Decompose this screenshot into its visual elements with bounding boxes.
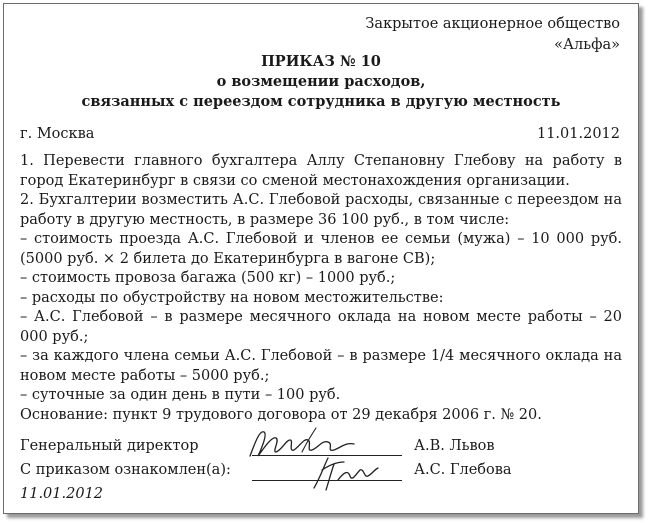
order-subject-line1: о возмещении расходов, xyxy=(216,73,426,90)
order-title xyxy=(4,52,638,112)
employee-signature xyxy=(304,450,384,494)
item-per-diem: – суточные за один день в пути – 100 руб. xyxy=(20,387,341,403)
order-body xyxy=(20,152,622,425)
basis-line: Основание: пункт 9 трудового договора от 29 декабря 2006 г. № 20. xyxy=(20,406,542,423)
item-settlement-expenses: – расходы по обустройству на новом местожительстве: xyxy=(20,289,444,306)
acknowledged-label: С приказом ознакомлен(а): xyxy=(20,462,231,478)
order-number: ПРИКАЗ № 10 xyxy=(261,53,381,70)
paragraph-2: 2. Бухгалтерии возместить А.С. Глебовой расходы, связанные с переездом на работу в другую местность, в размере 36 100 руб., в том числе: xyxy=(20,192,622,228)
director-name: А.В. Львов xyxy=(414,438,495,454)
organization-name: «Альфа» xyxy=(554,37,620,53)
item-baggage-cost: – стоимость провоза багажа (500 кг) – 1000 руб.; xyxy=(20,270,396,286)
director-title: Генеральный директор xyxy=(20,438,199,454)
order-date: 11.01.2012 xyxy=(536,126,620,142)
city: г. Москва xyxy=(20,126,95,142)
employee-name: А.С. Глебова xyxy=(414,462,512,478)
order-subject-line2: связанных с переездом сотрудника в другую местность xyxy=(81,93,561,110)
item-family-allowance: – за каждого члена семьи А.С. Глебовой – в размере 1/4 месячного оклада на новом месте работы – 5000 руб.; xyxy=(20,348,622,384)
item-employee-allowance: – А.С. Глебовой – в размере месячного оклада на новом месте работы – 20 000 руб.; xyxy=(20,309,622,345)
place-date-line xyxy=(20,124,620,144)
organization-header xyxy=(365,14,620,56)
document-page xyxy=(3,3,639,514)
item-travel-cost: – стоимость проезда А.С. Глебовой и членов ее семьи (мужа) – 10 000 руб. (5000 руб. × 2 билета до Екатеринбурга в вагоне СВ); xyxy=(20,231,622,267)
organization-type: Закрытое акционерное общество xyxy=(365,16,620,32)
paragraph-1: 1. Перевести главного бухгалтера Аллу Степановну Глебову на работу в город Екатеринбург в связи со сменой местонахождения организации. xyxy=(20,153,622,189)
acknowledgement-date: 11.01.2012 xyxy=(20,486,104,502)
